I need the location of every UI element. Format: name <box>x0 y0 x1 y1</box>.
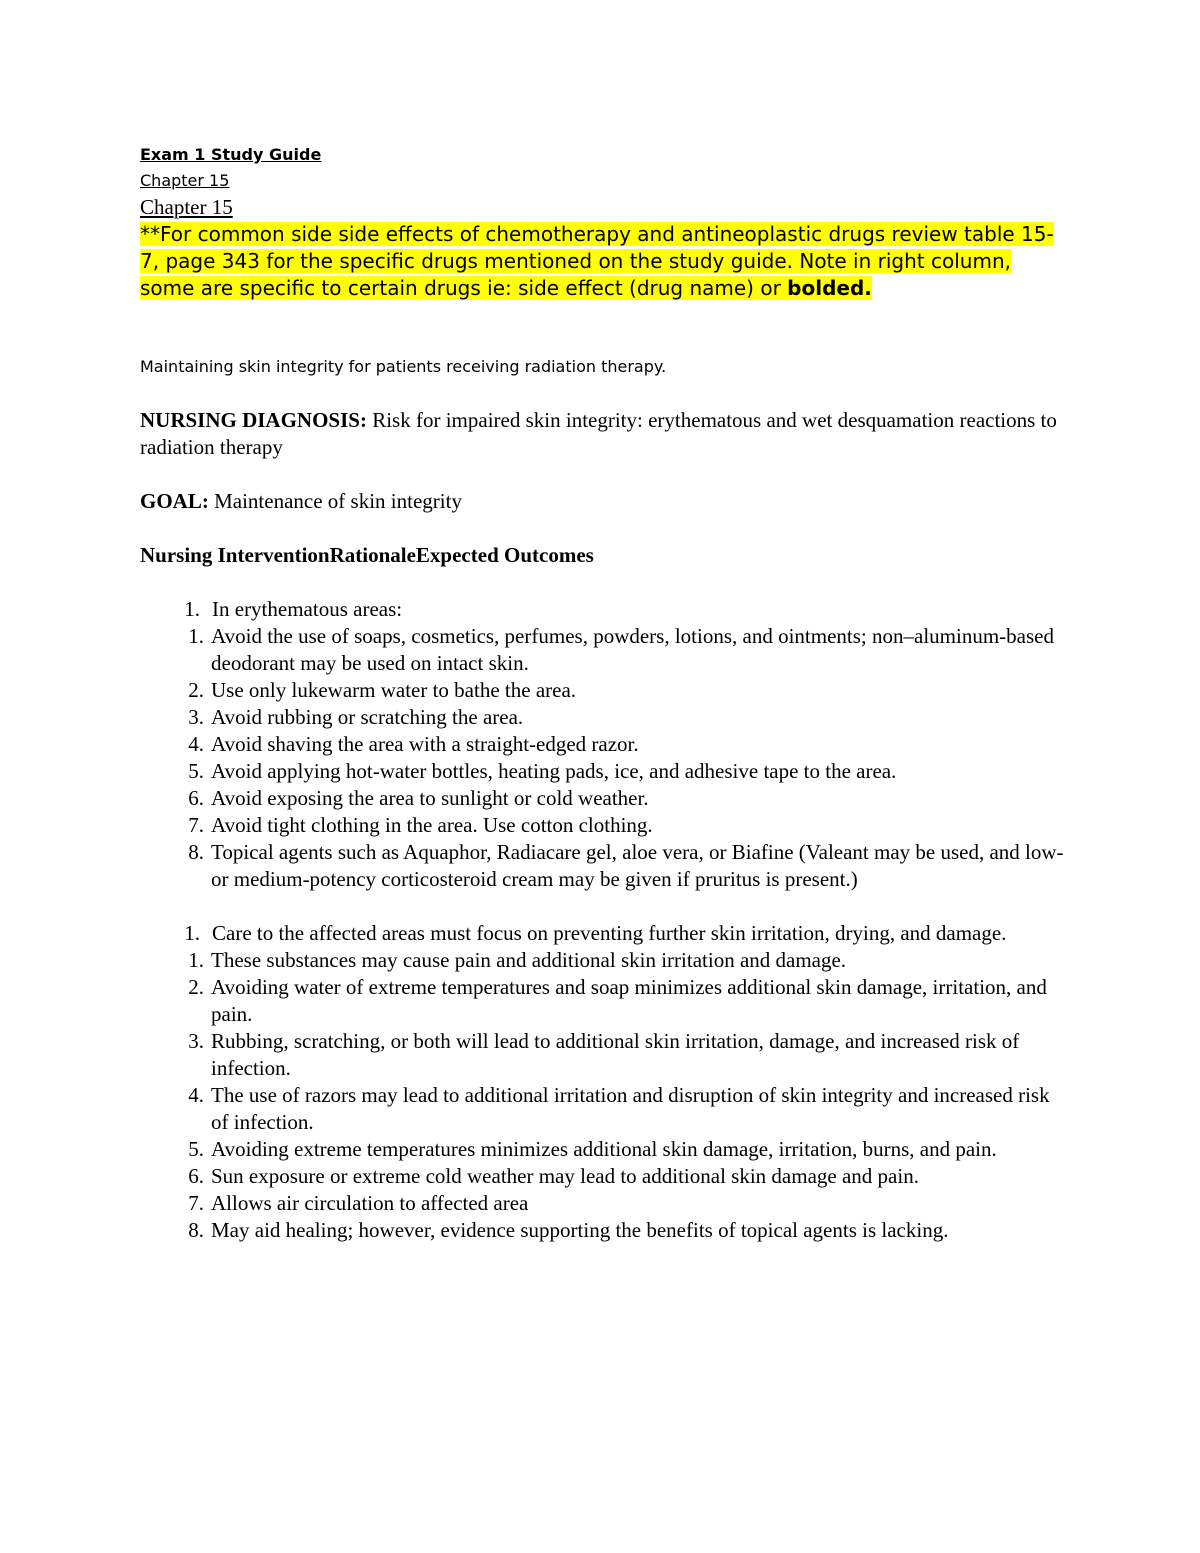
list-item <box>140 704 1070 731</box>
list-number: 1. <box>188 948 204 972</box>
list-number: 1. <box>184 597 200 621</box>
list-item <box>140 812 1070 839</box>
section-intro: Maintaining skin integrity for patients receiving radiation therapy. <box>140 357 667 376</box>
chapter-heading-serif: Chapter 15 <box>140 195 233 219</box>
list-item-text: The use of razors may lead to additional irritation and disruption of skin integrity and increased risk of infection. <box>211 1083 1050 1134</box>
highlight-note-text: **For common side side effects of chemotherapy and antineoplastic drugs review table 15-7, page 343 for the specific drugs mentioned on the study guide. Note in right column, some are specific to certain drugs ie: side effect (drug name) or <box>140 222 1054 300</box>
rationale-list <box>140 920 1070 1244</box>
list-number: 2. <box>188 678 204 702</box>
list-item <box>140 1163 1070 1190</box>
list-number: 3. <box>188 705 204 729</box>
list-item-text: Avoid exposing the area to sunlight or cold weather. <box>211 786 649 810</box>
list-number: 7. <box>188 813 204 837</box>
list-item-text: In erythematous areas: <box>212 597 403 621</box>
list-number: 7. <box>188 1191 204 1215</box>
list-number: 8. <box>188 1218 204 1242</box>
list-item <box>140 1082 1070 1136</box>
list-number: 8. <box>188 840 204 864</box>
list-number: 3. <box>188 1029 204 1053</box>
list-item-text: Topical agents such as Aquaphor, Radiacare gel, aloe vera, or Biafine (Valeant may be used, and low- or medium-potency corticosteroid cream may be given if pruritus is present.) <box>211 840 1064 891</box>
list-item <box>140 1190 1070 1217</box>
list-item <box>140 947 1070 974</box>
list-item <box>140 920 1070 1244</box>
list-number: 1. <box>184 921 200 945</box>
list-number: 5. <box>188 759 204 783</box>
list-item-text: Care to the affected areas must focus on preventing further skin irritation, drying, and damage. <box>212 921 1007 945</box>
list-item <box>140 623 1070 677</box>
list-item <box>140 839 1070 893</box>
document-page <box>140 142 1070 1244</box>
list-number: 6. <box>188 1164 204 1188</box>
table-header: Nursing InterventionRationaleExpected Outcomes <box>140 543 594 567</box>
goal-label: GOAL: <box>140 489 209 513</box>
list-item-text: Avoiding extreme temperatures minimizes additional skin damage, irritation, burns, and pain. <box>211 1137 997 1161</box>
nursing-diagnosis <box>140 407 1070 461</box>
chapter-heading-sans: Chapter 15 <box>140 171 230 190</box>
document-title: Exam 1 Study Guide <box>140 145 322 164</box>
list-item-text: Rubbing, scratching, or both will lead to additional skin irritation, damage, and increased risk of infection. <box>211 1029 1020 1080</box>
list-item <box>140 731 1070 758</box>
highlight-note-bold: bolded. <box>787 276 872 300</box>
highlight-note <box>140 221 1070 302</box>
list-number: 2. <box>188 975 204 999</box>
list-item-text: May aid healing; however, evidence supporting the benefits of topical agents is lacking. <box>211 1218 949 1242</box>
list-item-text: Use only lukewarm water to bathe the area. <box>211 678 577 702</box>
list-item <box>140 1217 1070 1244</box>
diagnosis-label: NURSING DIAGNOSIS: <box>140 408 367 432</box>
list-number: 1. <box>188 624 204 648</box>
list-item-text: Allows air circulation to affected area <box>211 1191 529 1215</box>
list-number: 4. <box>188 732 204 756</box>
list-item-text: Avoid applying hot-water bottles, heating pads, ice, and adhesive tape to the area. <box>211 759 897 783</box>
list-item-text: Avoiding water of extreme temperatures and soap minimizes additional skin damage, irritation, and pain. <box>211 975 1047 1026</box>
interventions-sublist <box>140 623 1070 893</box>
list-item-text: Avoid the use of soaps, cosmetics, perfumes, powders, lotions, and ointments; non–aluminum-based deodorant may be used on intact skin. <box>211 624 1054 675</box>
list-number: 5. <box>188 1137 204 1161</box>
list-item <box>140 1136 1070 1163</box>
list-item-text: Avoid rubbing or scratching the area. <box>211 705 524 729</box>
list-item <box>140 1028 1070 1082</box>
goal <box>140 488 1070 515</box>
interventions-list <box>140 596 1070 893</box>
list-item <box>140 596 1070 893</box>
rationale-sublist <box>140 947 1070 1244</box>
list-item <box>140 974 1070 1028</box>
diagnosis-text: Risk for impaired skin integrity: erythematous and wet desquamation reactions to radiation therapy <box>140 408 1057 459</box>
list-item-text: Avoid tight clothing in the area. Use cotton clothing. <box>211 813 653 837</box>
list-item-text: These substances may cause pain and additional skin irritation and damage. <box>211 948 847 972</box>
list-number: 6. <box>188 786 204 810</box>
list-item <box>140 758 1070 785</box>
list-number: 4. <box>188 1083 204 1107</box>
list-item-text: Sun exposure or extreme cold weather may lead to additional skin damage and pain. <box>211 1164 919 1188</box>
list-item <box>140 785 1070 812</box>
list-item <box>140 677 1070 704</box>
list-item-text: Avoid shaving the area with a straight-edged razor. <box>211 732 639 756</box>
goal-text: Maintenance of skin integrity <box>208 489 462 513</box>
